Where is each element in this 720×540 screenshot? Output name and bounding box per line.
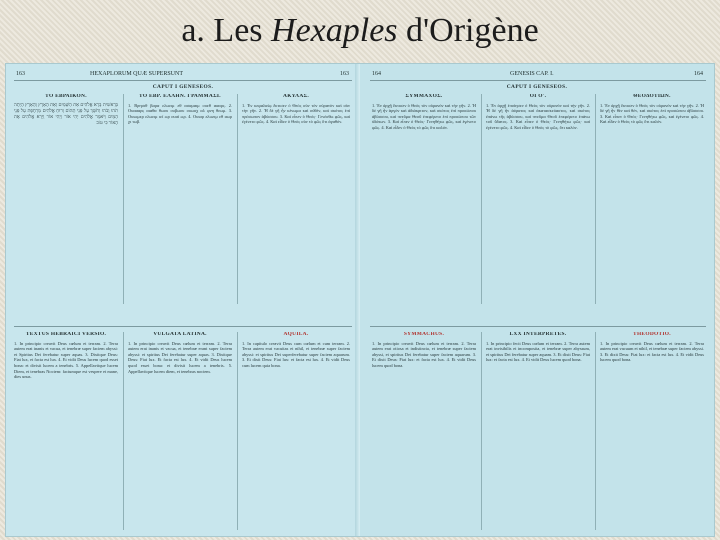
left-middle-rule [14,326,352,327]
left-upper-col-1 [14,94,118,294]
column-text: 1. Ἐν ἀρχῇ ἐποίησεν ὁ Θεὸς τὸν οὐρανὸν καὶ τὴν γῆν. 2. Ἡ δὲ γῆ ἦν ἀόρατος καὶ ἀκατασκεύαστος, καὶ σκότος ἐπάνω τῆς ἀβύσσου, καὶ πνεῦμα Θεοῦ ἐπεφέρετο ἐπάνω τοῦ ὕδατος. 3. Καὶ εἶπεν ὁ Θεός· Γενηθήτω φῶς· καὶ ἐγένετο φῶς. 4. Καὶ εἶδεν ὁ Θεὸς τὸ φῶς, ὅτι καλόν. [486,102,590,130]
left-upper-col-2 [128,94,232,294]
title-italic: Hexaples [271,12,398,49]
right-upper-col-3 [600,94,704,294]
right-page-number-left: 164 [372,71,381,77]
column-text: 1. In principio creavit Deus cœlum et terram. 2. Terra autem erat otiosa et indistincta, et tenebræ super faciem abyssi, et spiritus Dei ferebatur super faciem aquarum. 3. Et dixit Deus: Fiat lux: et facta est lux. 4. Et vidit Deus lucem quod bona. [372,340,476,368]
left-lower-col-2 [128,332,232,532]
left-head-rule [14,80,352,81]
column-text: 1. Ἐν ἀρχῇ ἔκτισεν ὁ Θεὸς τὸν οὐρανὸν καὶ τὴν γῆν. 2. Ἡ δὲ γῆ ἦν θὲν καὶ θέν, καὶ σκότος ἐπὶ προσώπου ἀβύσσου. 3. Καὶ εἶπεν ὁ Θεός· Γενηθήτω φῶς, καὶ ἐγένετο φῶς. 4. Καὶ εἶδεν ὁ Θεὸς τὸ φῶς ὅτι καλόν. [600,102,704,125]
column-header: ΣΥΜΜΑΧΟΣ. [405,94,443,99]
left-lower-col-1 [14,332,118,532]
left-page-number-left: 163 [16,71,25,77]
column-header: TEXTUS HEBRAICI VERSIO. [25,332,107,337]
column-header: ΟΙ Ο′. [529,94,547,99]
column-text: 1. Βρησιθ βαρα ελωειμ εθ ασαμαιμ ουεθ αααρς. 2. Ουαααρς αιαθα θωου ουβωου ουωσχ αλ φνη θεωμ. 3. Ουιωμερ ελωειμ ιεϊ ωρ ουαϊ ωρ. 4. Ουιαρ ελωειμ εθ αωρ χι τωβ. [128,102,232,125]
column-text: 1. Ἐν ἀρχῇ ἔκτισεν ὁ Θεὸς τὸν οὐρανὸν καὶ τὴν γῆν. 2. Ἡ δὲ γῆ ἦν ἀργὸν καὶ ἀδιάκριτον, καὶ σκότος ἐπὶ προσώπου ἀβύσσου, καὶ πνεῦμα Θεοῦ ἐπεφέρετο ἐπὶ προσώπου τῶν ὑδάτων. 3. Καὶ εἶπεν ὁ Θεός· Γενηθήτω φῶς, καὶ ἐγένετο φῶς. 4. Καὶ εἶδεν ὁ Θεὸς τὸ φῶς ὅτι καλόν. [372,102,476,130]
column-text: 1. In principio creavit Deus cœlum et terram. 2. Terra autem erat vacuum et nihil, et tenebræ super faciem abyssi. 3. Et dixit Deus: Fiat lux: et facta est lux. 4. Et vidit Deus lucem quod bona. [600,340,704,363]
column-text: 1. In principio creavit Deus cœlum et terram. 2. Terra autem erat inanis et vacua, et tenebræ super faciem abyssi: et Spiritus Dei ferebatur super aquas. 3. Dixitque Deus: Fiat lux, et facta est lux. 4. Et vidit Deus lucem quod esset bona: et divisit lucem a tenebris. 5. Appellavitque lucem Diem, et tenebras Noctem: factumque est vespere et mane, dies unus. [14,340,118,380]
slide-title [0,6,720,56]
right-running-head: GENESIS CAP. I. [510,71,554,77]
column-header: ΘΕΟΔΟΤΙΩΝ. [633,94,671,99]
column-header: SYMMACHUS. [403,332,445,337]
right-page [360,64,714,536]
column-text: 1. In principio creavit Deus cœlum et terram. 2. Terra autem erat inanis et vacua, et tenebræ erant super faciem abyssi: et spiritus Dei ferebatur super aquas. 3. Dixitque Deus: Fiat lux. Et facta est lux. 4. Et vidit Deus lucem quod esset bona: et divisit lucem a tenebris. 5. Appellavitque lucem diem, et tenebras noctem. [128,340,232,374]
column-header: AQUILA. [283,332,309,337]
right-upper-col-1 [372,94,476,294]
column-divider [481,94,482,304]
column-header: THEODOTIO. [633,332,671,337]
column-text: 1. Ἐν κεφαλαίῳ ἔκτισεν ὁ Θεὸς σὺν τὸν οὐρανὸν καὶ σὺν τὴν γῆν. 2. Ἡ δὲ γῆ ἦν κένωμα καὶ οὐθέν, καὶ σκότος ἐπὶ πρόσωπον ἀβύσσου. 3. Καὶ εἶπεν ὁ Θεός· Γενέσθω φῶς, καὶ ἐγένετο φῶς. 4. Καὶ εἶδεν ὁ Θεὸς σὺν τὸ φῶς ὅτι ἀγαθόν. [242,102,350,125]
right-page-number-right: 164 [694,71,703,77]
left-lower-col-3 [242,332,350,532]
right-lower-col-3 [600,332,704,532]
column-divider [237,332,238,530]
right-caput-heading: CAPUT I GENESEOS. [506,84,568,90]
column-header: ΤΟ ΕΒΡΑΙΚΟΝ. [45,94,87,99]
column-header: ΑΚΥΛΑΣ. [283,94,309,99]
column-divider [123,94,124,304]
right-middle-rule [370,326,706,327]
title-suffix: d'Origène [406,12,539,49]
column-divider [595,94,596,304]
right-head-rule [370,80,706,81]
right-lower-col-1 [372,332,476,532]
column-divider [123,332,124,530]
left-running-head: HEXAPLORUM QUÆ SUPERSUNT [90,71,184,77]
column-header: VULGATA LATINA. [153,332,207,337]
title-prefix: a. Les [181,12,263,49]
right-lower-col-2 [486,332,590,532]
left-caput-heading: CAPUT I GENESEOS. [152,84,214,90]
column-divider [595,332,596,530]
column-divider [237,94,238,304]
hexapla-photo [6,64,714,536]
column-divider [481,332,482,530]
column-header: ΤΟ ΕΒΡ. ΕΛΛΗΝ. ΓΡΑΜΜΑΣΙ. [139,94,221,99]
left-page [6,64,360,536]
left-upper-col-3 [242,94,350,294]
column-text: 1. In principio fecit Deus cœlum et terram. 2. Terra autem erat invisibilis et incomposita, et tenebræ super abyssum, et spiritus Dei ferebatur super aquam. 3. Et dixit Deus: Fiat lux: et facta est lux. 4. Et vidit Deus lucem quod bona. [486,340,590,363]
right-upper-col-2 [486,94,590,294]
column-text: בְּרֵאשִׁית בָּרָא אֱלֹהִים אֵת הַשָּׁמַיִם וְאֵת הָאָרֶץ וְהָאָרֶץ הָיְתָה תֹהוּ וָבֹהוּ וְחֹשֶׁךְ עַל פְּנֵי תְהוֹם וְרוּחַ אֱלֹהִים מְרַחֶפֶת עַל פְּנֵי הַמָּיִם וַיֹּאמֶר אֱלֹהִים יְהִי אוֹר וַיְהִי אוֹר וַיַּרְא אֱלֹהִים אֶת הָאוֹר כִּי טוֹב [14,102,118,126]
column-header: LXX INTERPRETES. [509,332,567,337]
column-text: 1. In capitulo creavit Deus cum cœlum et cum terram. 2. Terra autem erat vacuitas et nihil, et tenebræ super faciem abyssi: et spiritus Dei superferebatur super faciem aquarum. 3. Et dixit Deus: Fiat lux: et facta est lux. 4. Et vidit Deus cum lucem quia bona. [242,340,350,368]
left-page-number-right: 163 [340,71,349,77]
